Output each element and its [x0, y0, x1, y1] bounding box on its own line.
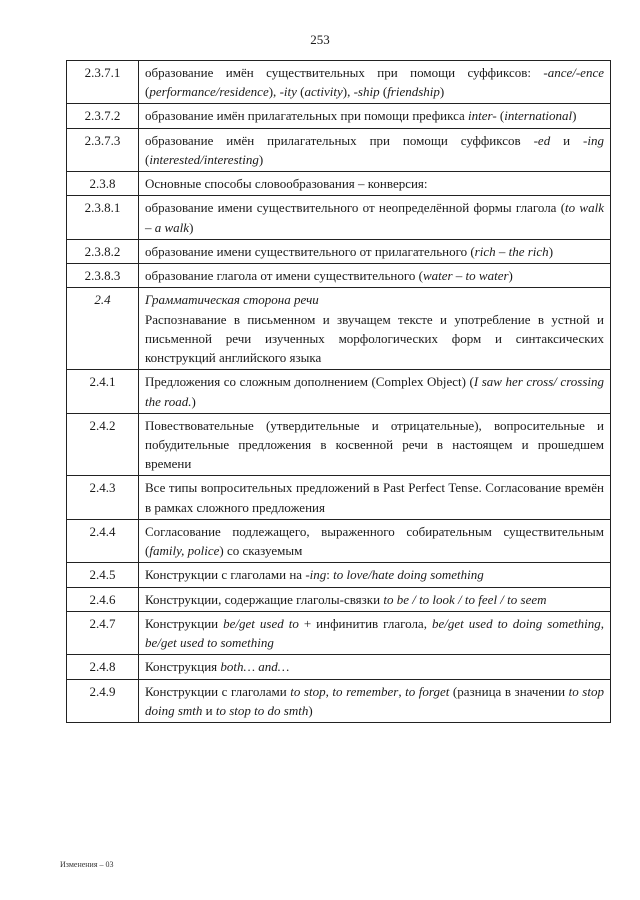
section-text — [139, 476, 611, 519]
section-number: 2.3.7.1 — [67, 61, 139, 104]
section-description: Распознавание в письменном и звучащем тексте и употребление в устной и письменной речи изученных морфологических форм и синтаксических конструкций английского языка — [145, 311, 604, 366]
table-row — [67, 370, 611, 413]
curriculum-table — [66, 60, 611, 723]
section-text — [139, 679, 611, 722]
section-number: 2.4.6 — [67, 587, 139, 611]
section-description: Предложения со сложным дополнением (Complex Object) (I saw her cross/ crossing the road.) — [145, 374, 604, 409]
section-text — [139, 104, 611, 128]
table-row — [67, 288, 611, 370]
table-row — [67, 196, 611, 239]
section-text — [139, 587, 611, 611]
table-row — [67, 476, 611, 519]
section-description: образование имени существительного от неопределённой формы глагола (to walk – a walk) — [145, 200, 604, 235]
table-row — [67, 413, 611, 476]
table-row — [67, 519, 611, 562]
table-row — [67, 679, 611, 722]
table-row — [67, 104, 611, 128]
section-description: образование имён существительных при помощи суффиксов: -ance/-ence (performance/residence), -ity (activity), -ship (friendship) — [145, 65, 604, 100]
section-description: Все типы вопросительных предложений в Past Perfect Tense. Согласование времён в рамках сложного предложения — [145, 480, 604, 515]
section-number: 2.4.1 — [67, 370, 139, 413]
section-text — [139, 288, 611, 370]
section-number: 2.4.2 — [67, 413, 139, 476]
section-description: Повествовательные (утвердительные и отрицательные), вопросительные и побудительные предложения в косвенной речи в настоящем и прошедшем времени — [145, 417, 604, 472]
section-description: образование глагола от имени существительного (water – to water) — [145, 268, 513, 284]
section-number: 2.4.4 — [67, 519, 139, 562]
section-number: 2.4.8 — [67, 655, 139, 679]
section-number: 2.4.9 — [67, 679, 139, 722]
section-text — [139, 611, 611, 654]
section-text — [139, 655, 611, 679]
table-row — [67, 239, 611, 263]
section-description: Конструкции с глаголами to stop, to remember, to forget (разница в значении to stop doing smth и to stop to do smth) — [145, 683, 604, 718]
section-number: 2.3.7.2 — [67, 104, 139, 128]
page-number: 253 — [310, 32, 330, 47]
table-row — [67, 655, 611, 679]
table-body — [67, 61, 611, 723]
section-number: 2.4.5 — [67, 563, 139, 587]
section-description: Конструкции be/get used to + инфинитив глагола, be/get used to doing something, be/get used to something — [145, 615, 604, 651]
table-row — [67, 61, 611, 104]
section-description: Конструкции с глаголами на -ing: to love/hate doing something — [145, 567, 484, 583]
section-text — [139, 172, 611, 196]
section-text — [139, 519, 611, 562]
section-number: 2.3.8.3 — [67, 264, 139, 288]
section-description: образование имён прилагательных при помощи суффиксов -ed и -ing (interested/interesting) — [145, 132, 604, 167]
section-number: 2.3.8.2 — [67, 239, 139, 263]
section-number: 2.3.7.3 — [67, 128, 139, 171]
section-number: 2.4 — [67, 288, 139, 370]
section-subtitle: Грамматическая сторона речи — [145, 292, 319, 308]
section-text — [139, 239, 611, 263]
section-text — [139, 370, 611, 413]
section-number: 2.4.7 — [67, 611, 139, 654]
section-description: Согласование подлежащего, выраженного собирательным существительным (family, police) со сказуемым — [145, 523, 604, 559]
section-description: образование имени существительного от прилагательного (rich – the rich) — [145, 243, 554, 259]
table-row — [67, 563, 611, 587]
table-row — [67, 128, 611, 171]
section-text — [139, 61, 611, 104]
section-number: 2.3.8 — [67, 172, 139, 196]
table-row — [67, 264, 611, 288]
section-description: образование имён прилагательных при помощи префикса inter- (international) — [145, 108, 577, 124]
footer-revision: Изменения – 03 — [60, 860, 114, 869]
section-description: Основные способы словообразования – конверсия: — [145, 176, 428, 192]
section-text — [139, 196, 611, 239]
section-number: 2.4.3 — [67, 476, 139, 519]
section-description: Конструкции, содержащие глаголы-связки to be / to look / to feel / to seem — [145, 591, 547, 607]
section-text — [139, 264, 611, 288]
table-row — [67, 172, 611, 196]
section-text — [139, 563, 611, 587]
table-row — [67, 611, 611, 654]
section-description: Конструкция both… and… — [145, 659, 290, 675]
section-text — [139, 413, 611, 476]
section-text — [139, 128, 611, 171]
table-row — [67, 587, 611, 611]
section-number: 2.3.8.1 — [67, 196, 139, 239]
